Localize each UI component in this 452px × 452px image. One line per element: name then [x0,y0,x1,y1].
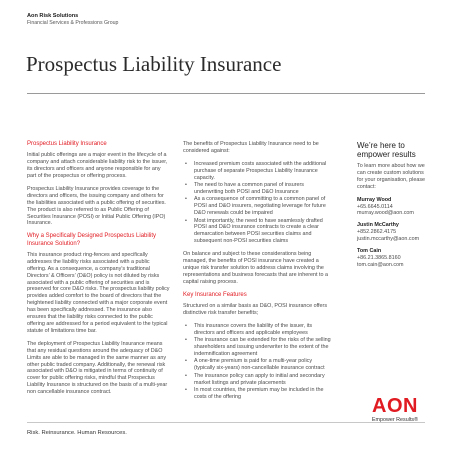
paragraph: Structured on a similar basis as D&O, POSI insurance offers distinctive risk transfer benefits; [183,303,328,316]
section-heading-prospectus: Prospectus Liability Insurance [27,141,107,147]
paragraph: Prospectus Liability Insurance provides coverage to the directors and officers, the issuing company and others for the liabilities associated with a public offering of securities. The product is also referred to as Public Offering of Securities Insurance (POSI) or Initial Public Offering (IPO) Insurance. [27,185,166,227]
contact-card [357,197,427,218]
contact-phone: +86.21.3865.8160 [357,254,401,261]
contact-name: Tom Cain [357,248,382,255]
middle-column [183,141,333,407]
logo-wordmark: AON [372,395,418,417]
list-item: • This insurance covers the liability of the issuer, its directors and officers and applicable employees [183,323,333,337]
logo-slogan: Empower Results® [371,417,419,423]
list-item: • In most countries, the premium may be included in the costs of the offering [183,387,333,401]
list-item: • The need to have a common panel of insurers underwriting both POSI and D&O Insurance [183,182,333,196]
contact-name: Justin McCarthy [357,222,399,229]
contact-email[interactable]: tom.cain@aon.com [357,261,404,268]
list-item: • As a consequence of committing to a common panel of POSI and D&O insurers, negotiating leverage for future D&O renewals could be impaired [183,196,333,217]
list-item: • Increased premium costs associated with the additional purchase of separate Prospectus Liability Insurance capacity. [183,161,333,182]
page-title: Prospectus Liability Insurance [26,52,282,76]
header [27,13,118,27]
paragraph: Initial public offerings are a major event in the lifecycle of a company and attach considerable liability risk to the issuer, its directors and officers and anyone responsible for any part of the prospectus or offering process. [27,152,168,180]
company-name: Aon Risk Solutions [27,13,79,19]
list-item: • The insurance can be extended for the risks of the selling shareholders and issuing underwriter to the extent of the indemnification agreement [183,337,333,358]
contact-card [357,222,427,243]
aon-logo [362,396,428,423]
group-name: Financial Services & Professions Group [27,20,119,26]
contact-card [357,248,427,269]
paragraph: On balance and subject to these considerations being managed, the benefits of POSI insurance have created a unique risk transfer solution to address claims involving the representations and business forecasts that are inherent to a capital raising process. [183,251,329,285]
list-item: • A one-time premium is paid for a multi-year policy (typically six-years) non-cancellable insurance contract [183,358,333,372]
sidebar-heading: We’re here to empower results [357,141,416,159]
paragraph: The benefits of Prospectus Liability Insurance need to be considered against: [183,141,319,154]
paragraph: This insurance product ring-fences and specifically addresses the liability risks associated with a public offering. As a consequence, a company’s traditional Directors’ & Officers’ (D&O) policy is not diluted by risks associated with a public offering of securities and is preserved for core D&O risks. The prospectus liability policy provides added comfort to the board of directors that the heightened liability connected with a major corporate event has been specifically addressed. The insurance also ensures that the liability risks connected to the public offering are addressed for a period equivalent to the typical statute of limitations time bar. [27,251,170,334]
list-item: • The insurance policy can apply to initial and secondary market listings and private placements [183,373,333,387]
contact-name: Murray Wood [357,196,392,203]
considerations-list [183,161,333,245]
sidebar-intro: To learn more about how we can create custom solutions for your organisation, please contact: [357,163,426,190]
contact-email[interactable]: justin.mccarthy@aon.com [357,236,420,243]
left-column [27,141,170,402]
contact-email[interactable]: murray.wood@aon.com [357,210,414,217]
paragraph: The deployment of Prospectus Liability Insurance means that any residual questions around the adequacy of D&O Limits are able to be managed in the same manner as any other public traded company. Additionally, the renewal risk associated with D&O is mitigated in terms of continuity of cover for public offering risks, mindful that Prospectus Liability Insurance is structured on the basis of a multi-year non cancellable insurance contract. [27,340,168,396]
title-divider [27,93,425,94]
features-list [183,323,333,401]
footer-tagline: Risk. Reinsurance. Human Resources. [27,430,127,436]
list-item: • Most importantly, the need to have seamlessly drafted POSI and D&O insurance contracts to create a clear demarcation between POSI securities claims and subsequent non-POSI securities claims [183,218,333,246]
contact-phone: +852.2862.4175 [357,229,397,236]
section-heading-features: Key Insurance Features [183,291,247,298]
section-heading-why: Why a Specifically Designed Prospectus Liability Insurance Solution? [27,233,157,247]
contact-sidebar [357,141,427,274]
contact-phone: +65.6645.0114 [357,203,393,210]
